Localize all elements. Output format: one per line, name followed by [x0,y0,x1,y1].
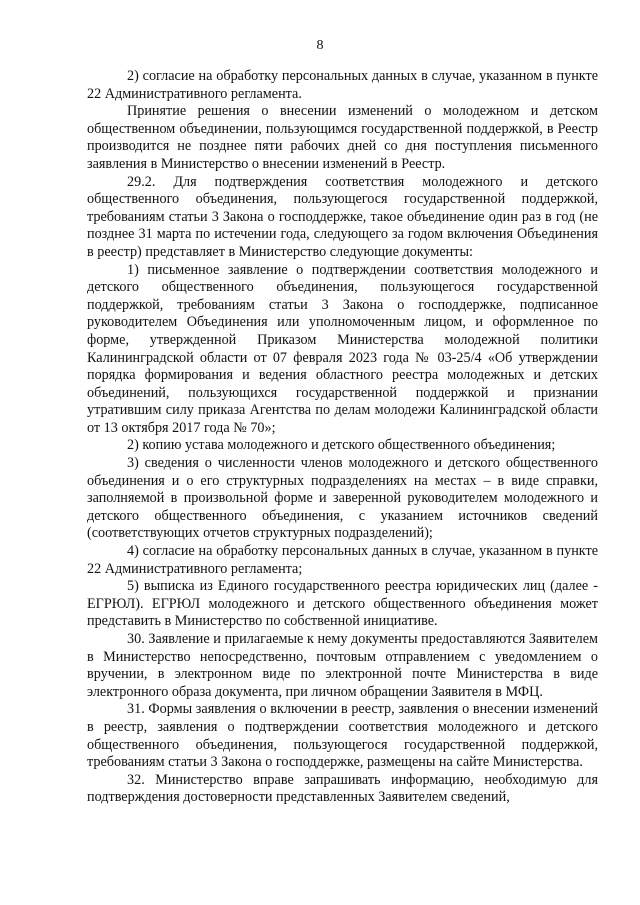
document-body [87,68,598,807]
list-item-charter-copy: 2) копию устава молодежного и детского общественного объединения; [127,437,556,454]
list-item-egrul-extract: 5) выписка из Единого государственного реестра юридических лиц (далее - ЕГРЮЛ). ЕГРЮЛ молодежного и детского общественного объединения может представить в Министерство по собственной инициативе. [87,578,598,630]
list-item-application: 1) письменное заявление о подтверждении соответствия молодежного и детского общественного объединения, пользующегося государственной поддержкой, требованиям статьи 3 Закона о господдержке, подписанное руководителем Объединения или уполномоченным лицом, и оформленное по форме, утвержденной Приказом Министерства молодежной политики Калининградской области от 07 февраля 2023 года № 03-25/4 «Об утверждении порядка формирования и ведения областного реестра молодежных и детских объединений, пользующихся государственной поддержкой и признании утратившим силу приказа Агентства по делам молодежи Калининградской области от 13 октября 2017 года № 70»; [87,261,598,436]
paragraph-29-2: 29.2. Для подтверждения соответствия молодежного и детского общественного объединения, пользующегося государственной поддержкой, требованиям статьи 3 Закона о господдержке, такое объединение один раз в год (не позднее 31 марта по истечении года, следующего за годом включения Объединения в реестр) представляет в Министерство следующие документы: [87,173,598,260]
paragraph-31: 31. Формы заявления о включении в реестр, заявления о внесении изменений в реестр, заявления о подтверждении соответствия молодежного и детского общественного объединения, пользующегося государственной поддержкой, требованиям статьи 3 Закона о господдержке, размещены на сайте Министерства. [87,701,598,771]
paragraph-consent-1: 2) согласие на обработку персональных данных в случае, указанном в пункте 22 Административного регламента. [87,68,598,102]
paragraph-decision-changes: Принятие решения о внесении изменений о молодежном и детском общественном объединении, пользующимся государственной поддержкой, в Реестр производится не позднее пяти рабочих дней со дня поступления письменного заявления в Министерство о внесении изменений в Реестр. [87,103,598,172]
list-item-consent: 4) согласие на обработку персональных данных в случае, указанном в пункте 22 Административного регламента; [87,543,598,577]
page-number: 8 [316,38,324,53]
paragraph-32: 32. Министерство вправе запрашивать информацию, необходимую для подтверждения достоверности представленных Заявителем сведений, [87,771,598,806]
list-item-membership-info: 3) сведения о численности членов молодежного и детского общественного объединения и о его структурных подразделениях на местах – в виде справки, заполняемой в произвольной форме и заверенной руководителем молодежного и детского общественного объединения, с указанием источников сведений (соответствующих отчетов структурных подразделений); [87,455,598,542]
paragraph-30: 30. Заявление и прилагаемые к нему документы предоставляются Заявителем в Министерство непосредственно, почтовым отправлением с уведомлением о вручении, в электронном виде по электронной почте Министерства в виде электронного образа документа, при личном обращении Заявителя в МФЦ. [87,631,598,700]
